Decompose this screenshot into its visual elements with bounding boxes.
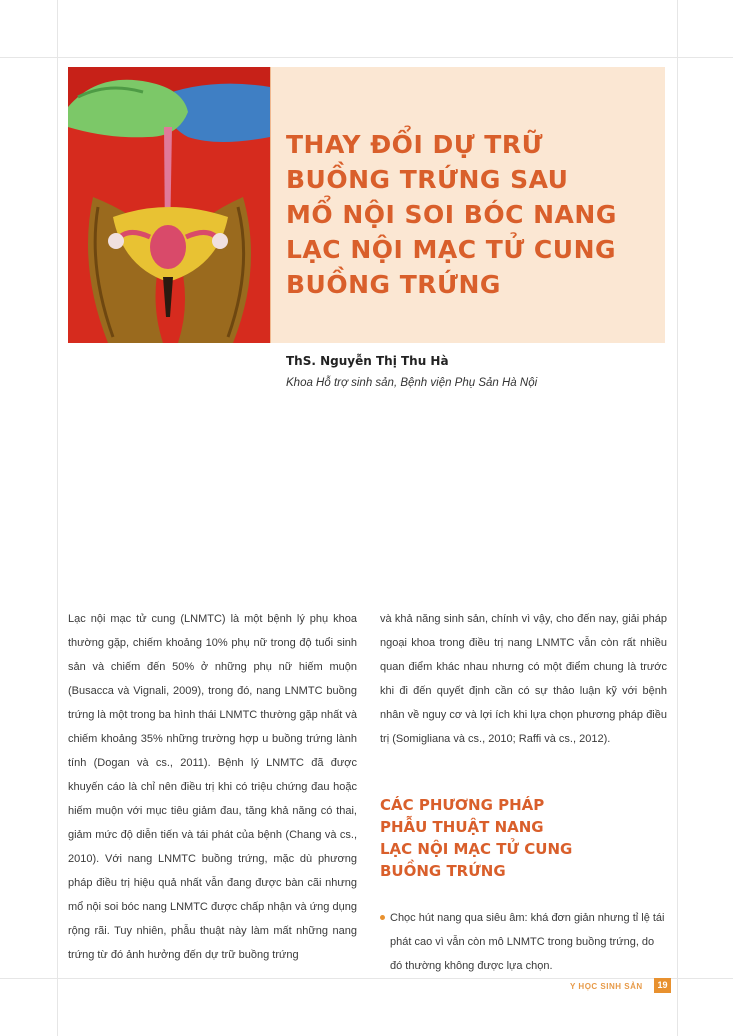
crop-guide-right: [677, 0, 678, 1036]
body-paragraph-continued: và khả năng sinh sản, chính vì vậy, cho đến nay, giải pháp ngoại khoa trong điều trị nang LNMTC vẫn còn rất nhiều quan điểm khác nhau nhưng có một điểm chung là trước khi đi đến quyết định cần có sự thảo luận kỹ với bệnh nhân về nguy cơ và lợi ích khi lựa chọn phương pháp điều trị (Somigliana và cs., 2010; Raffi và cs., 2012).: [380, 613, 667, 745]
body-column-left: [68, 607, 357, 967]
bullet-dot-icon: [380, 915, 385, 920]
article-author: ThS. Nguyễn Thị Thu Hà: [286, 354, 449, 368]
article-affiliation: Khoa Hỗ trợ sinh sản, Bệnh viện Phụ Sản Hà Nội: [286, 377, 538, 389]
page-number: 19: [654, 978, 671, 993]
list-item-text: Chọc hút nang qua siêu âm: khá đơn giản nhưng tỉ lệ tái phát cao vì vẫn còn mô LNMTC trong buồng trứng, do đó thường không được lựa chọn.: [390, 912, 665, 972]
title-panel-divider: [270, 67, 271, 343]
crop-guide-left: [57, 0, 58, 1036]
body-paragraph-intro: Lạc nội mạc tử cung (LNMTC) là một bệnh lý phụ khoa thường gặp, chiếm khoảng 10% phụ nữ trong độ tuổi sinh sản và chiếm đến 50% ở những phụ nữ hiếm muộn (Busacca và Vignali, 2009), trong đó, nang LNMTC buồng trứng là một trong ba hình thái LNMTC thường gặp nhất và chiếm khoảng 35% những trường hợp u buồng trứng lành tính (Dogan và cs., 2011). Bệnh lý LNMTC đã được khuyến cáo là chỉ nên điều trị khi có triệu chứng đau hoặc hiếm muộn với mục tiêu giảm đau, tăng khả năng có thai, giảm mức độ diễn tiến và tái phát của bệnh (Chang và cs., 2010). Với nang LNMTC buồng trứng, mặc dù phương pháp điều trị hiệu quả nhất vẫn đang được bàn cãi nhưng mổ nội soi bóc nang LNMTC được chấp nhận và ứng dụng rộng rãi. Tuy nhiên, phẫu thuật này làm mất những nang trứng từ đó ảnh hưởng đến dự trữ buồng trứng: [68, 613, 357, 961]
title-panel: [270, 67, 665, 343]
list-item: [380, 906, 667, 978]
crop-guide-top: [0, 57, 733, 58]
section-heading: CÁC PHƯƠNG PHÁP PHẪU THUẬT NANG LẠC NỘI MẠC TỬ CUNG BUỒNG TRỨNG: [380, 796, 573, 880]
journal-name: Y HỌC SINH SẢN: [570, 982, 643, 991]
article-title: THAY ĐỔI DỰ TRỮ BUỒNG TRỨNG SAU MỔ NỘI SOI BÓC NANG LẠC NỘI MẠC TỬ CUNG BUỒNG TRỨNG: [286, 130, 617, 299]
article-artwork-image: [68, 67, 270, 343]
body-column-right: [380, 607, 667, 751]
crop-guide-bottom: [0, 978, 733, 979]
